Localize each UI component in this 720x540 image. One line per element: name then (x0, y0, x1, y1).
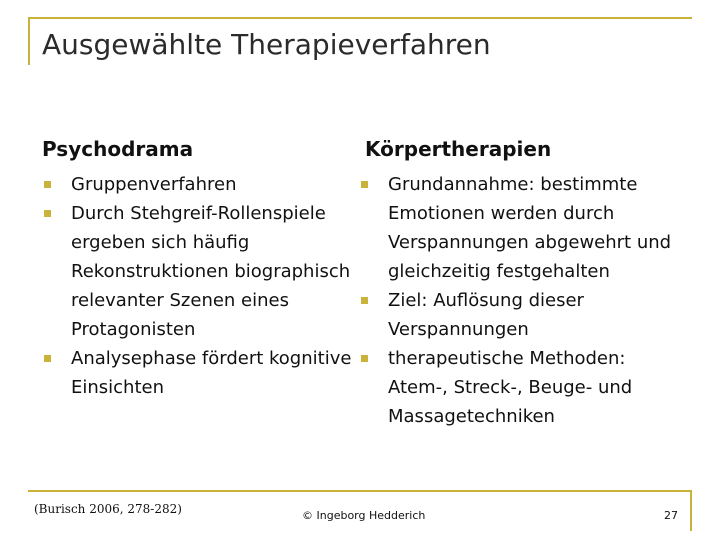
square-bullet-icon (361, 181, 368, 188)
list-item-text: therapeutische Methoden: Atem-, Streck-, Beuge- und Massagetechniken (388, 348, 633, 427)
right-bullet-list (359, 170, 689, 431)
frame-left-line (28, 17, 30, 65)
list-item-text: Gruppenverfahren (71, 174, 237, 195)
list-item (359, 344, 689, 431)
frame-bottom-line (28, 490, 692, 492)
list-item-text: Durch Stehgreif-Rollenspiele ergeben sich häufig Rekonstruktionen biographisch relevanter Szenen eines Protagonisten (71, 203, 351, 340)
square-bullet-icon (361, 297, 368, 304)
list-item (42, 344, 360, 402)
list-item-text: Grundannahme: bestimmte Emotionen werden durch Verspannungen abgewehrt und gleichzeitig festgehalten (388, 174, 672, 282)
left-bullet-list (42, 170, 360, 402)
footer-citation: (Burisch 2006, 278-282) (34, 502, 182, 516)
footer-copyright: © Ingeborg Hedderich (302, 509, 426, 522)
slide-title: Ausgewählte Therapieverfahren (42, 28, 491, 61)
list-item (42, 199, 360, 344)
square-bullet-icon (44, 210, 51, 217)
frame-right-line (690, 490, 692, 531)
right-column-heading: Körpertherapien (365, 137, 552, 161)
page-number: 27 (664, 509, 678, 522)
list-item-text: Ziel: Auflösung dieser Verspannungen (388, 290, 584, 340)
square-bullet-icon (44, 181, 51, 188)
list-item (359, 170, 689, 286)
list-item-text: Analysephase fördert kognitive Einsichten (71, 348, 352, 398)
list-item (359, 286, 689, 344)
frame-top-line (28, 17, 692, 19)
square-bullet-icon (361, 355, 368, 362)
list-item (42, 170, 360, 199)
square-bullet-icon (44, 355, 51, 362)
left-column-heading: Psychodrama (42, 137, 194, 161)
